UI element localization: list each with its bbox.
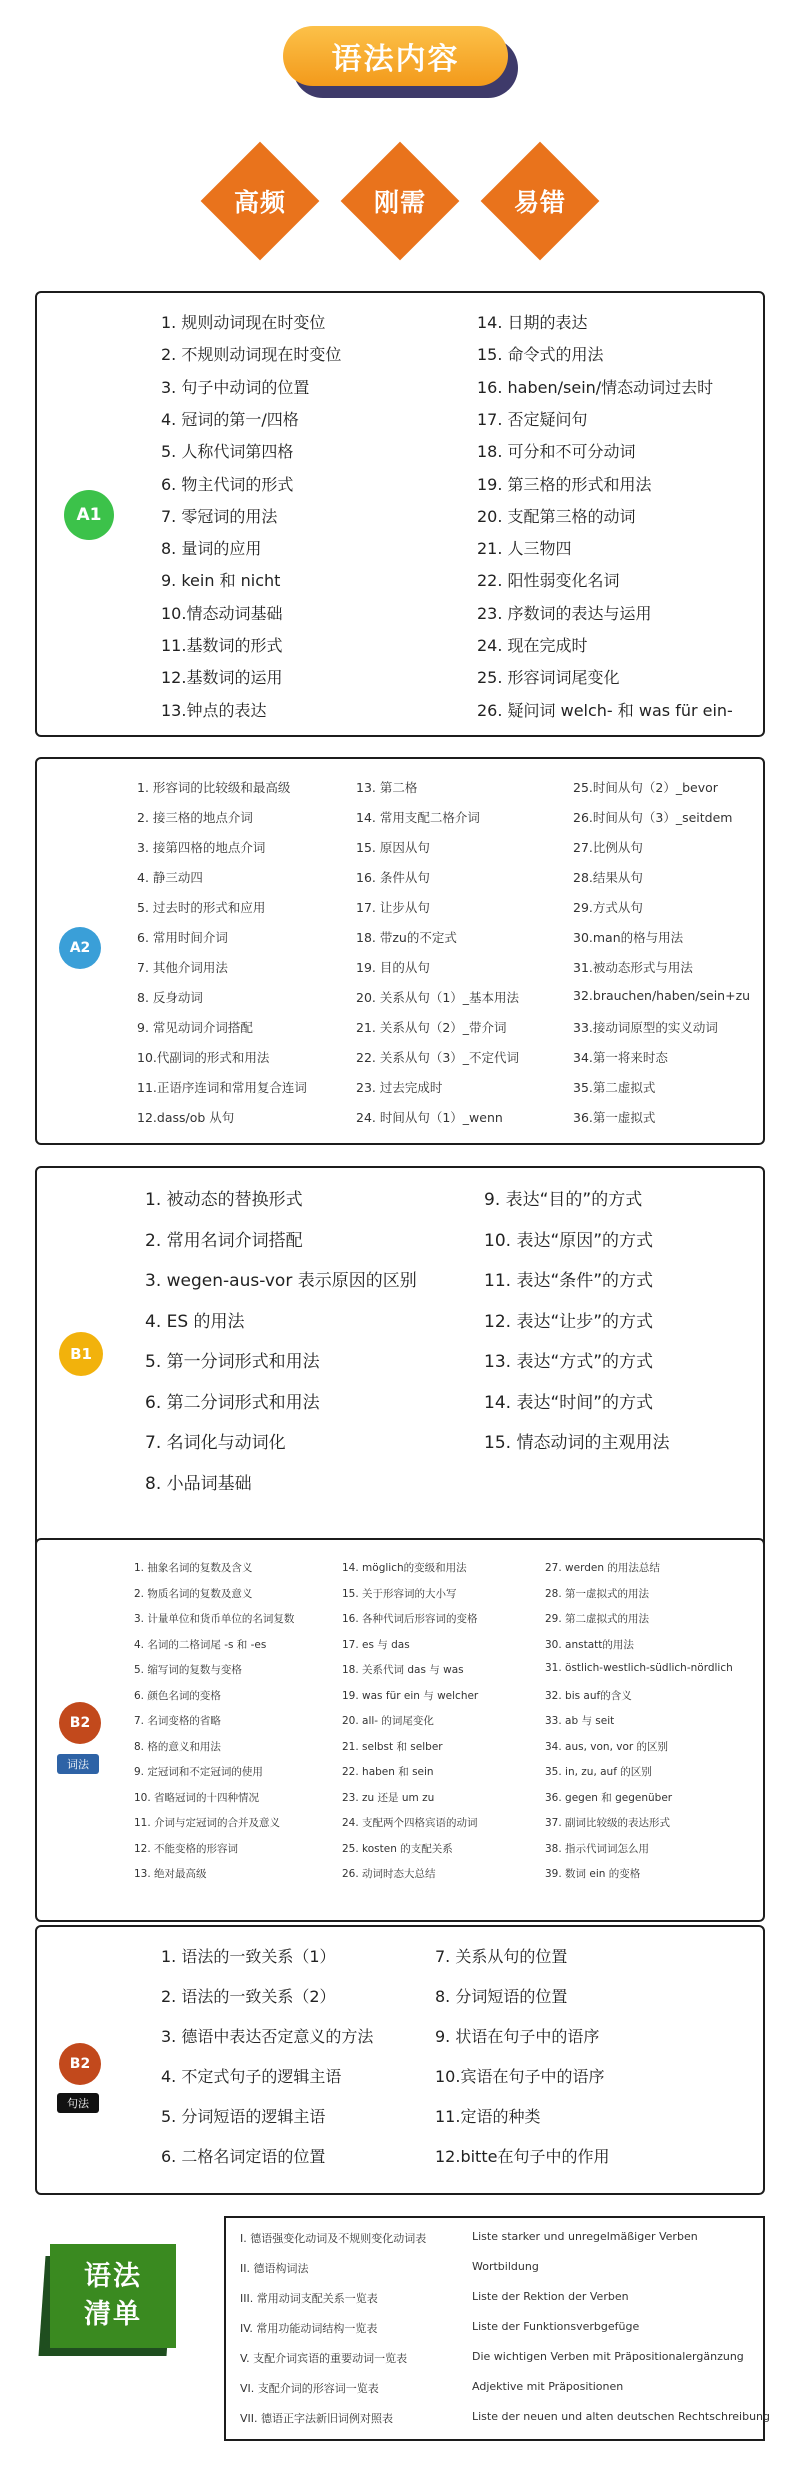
topic-item: 33.接动词原型的实义动词: [573, 1020, 718, 1035]
topic-item: 19. was für ein 与 welcher: [342, 1689, 479, 1702]
grammar-list-badge: [42, 2238, 182, 2368]
topic-item: 18. 带zu的不定式: [356, 930, 457, 945]
topic-item: 39. 数词 ein 的变格: [545, 1868, 641, 1880]
topic-item: 7. 其他介词用法: [137, 960, 228, 975]
topic-item: 31.被动态形式与用法: [573, 960, 693, 975]
grammar-list-chinese: III. 常用动词支配关系一览表: [240, 2292, 378, 2305]
badge-front: [50, 2244, 176, 2348]
topic-item: 14. möglich的变级和用法: [342, 1562, 467, 1574]
topic-item: 11.基数词的形式: [161, 636, 283, 655]
topic-item: 28. 第一虚拟式的用法: [545, 1587, 650, 1600]
topic-item: 5. 分词短语的逻辑主语: [161, 2107, 326, 2126]
grammar-list-chinese: VI. 支配介词的形容词一览表: [240, 2382, 379, 2395]
topic-item: 23. 序数词的表达与运用: [477, 603, 652, 623]
topic-item: 29.方式从句: [573, 900, 643, 915]
grammar-list-german: Adjektive mit Präpositionen: [472, 2380, 624, 2393]
topic-item: 18. 可分和不可分动词: [477, 442, 636, 462]
topic-item: 13.钟点的表达: [161, 700, 267, 720]
topic-item: 17. 让步从句: [356, 900, 430, 915]
topic-item: 8. 小品词基础: [145, 1473, 252, 1494]
topic-item: 7. 名词变格的省略: [134, 1715, 221, 1727]
badge-line-2: 清单: [84, 2299, 142, 2330]
grammar-list-german: Liste starker und unregelmäßiger Verben: [472, 2230, 698, 2243]
topic-item: 27.比例从句: [573, 840, 643, 855]
topic-item: 4. 冠词的第一/四格: [161, 409, 299, 429]
grammar-list-box: [224, 2216, 771, 2441]
topic-item: 32. bis auf的含义: [545, 1689, 632, 1702]
topic-item: 14. 常用支配二格介词: [356, 810, 480, 825]
topic-item: 22. 关系从句（3）_不定代词: [356, 1050, 520, 1065]
topic-item: 9. 表达“目的”的方式: [484, 1190, 643, 1210]
topic-item: 21. 人三物四: [477, 539, 572, 559]
topic-item: 10. 表达“原因”的方式: [484, 1230, 654, 1251]
topic-item: 34. aus, von, vor 的区别: [545, 1740, 669, 1753]
topic-item: 11. 介词与定冠词的合并及意义: [134, 1817, 281, 1829]
topic-item: 12.基数词的运用: [161, 668, 283, 688]
topic-item: 9. 定冠词和不定冠词的使用: [134, 1766, 263, 1778]
topic-item: 8. 量词的应用: [161, 539, 262, 559]
grammar-list-german: Liste der neuen und alten deutschen Rechtschreibung: [472, 2410, 771, 2423]
grammar-list-chinese: I. 德语强变化动词及不规则变化动词表: [240, 2232, 427, 2245]
grammar-list-german: Wortbildung: [472, 2260, 539, 2273]
topic-item: 10.宾语在句子中的语序: [435, 2067, 605, 2086]
topic-item: 18. 关系代词 das 与 was: [342, 1664, 464, 1676]
level-b1-box: [35, 1166, 765, 1557]
topic-item: 19. 第三格的形式和用法: [477, 474, 652, 494]
topic-item: 36.第一虚拟式: [573, 1110, 656, 1125]
topic-item: 15. 情态动词的主观用法: [484, 1433, 670, 1453]
grammar-list-chinese: V. 支配介词宾语的重要动词一览表: [240, 2352, 408, 2365]
topic-item: 4. ES 的用法: [145, 1311, 245, 1332]
topic-item: 7. 名词化与动词化: [145, 1433, 286, 1453]
grammar-list-chinese: VII. 德语正字法新旧词例对照表: [240, 2412, 394, 2425]
topic-item: 13. 第二格: [356, 780, 418, 795]
topic-item: 8. 反身动词: [137, 990, 203, 1005]
topic-item: 17. es 与 das: [342, 1638, 410, 1651]
topic-item: 17. 否定疑问句: [477, 409, 588, 429]
topic-item: 15. 关于形容词的大小写: [342, 1587, 457, 1600]
topic-item: 37. 副词比较级的表达形式: [545, 1817, 671, 1829]
topic-item: 9. 常见动词介词搭配: [137, 1020, 253, 1035]
topic-item: 1. 抽象名词的复数及含义: [134, 1562, 253, 1574]
topic-item: 26. 动词时态大总结: [342, 1868, 436, 1880]
tag-diamond-error-prone: [480, 141, 600, 261]
topic-item: 5. 第一分词形式和用法: [145, 1352, 320, 1372]
topic-item: 20. 支配第三格的动词: [477, 506, 636, 526]
topic-item: 16. haben/sein/情态动词过去时: [477, 377, 714, 397]
topic-item: 21. selbst 和 selber: [342, 1740, 443, 1753]
tag-label: 高频: [233, 188, 286, 217]
topic-item: 4. 名词的二格词尾 -s 和 -es: [134, 1638, 267, 1651]
topic-item: 24. 现在完成时: [477, 636, 588, 655]
topic-item: 1. 规则动词现在时变位: [161, 313, 326, 332]
topic-item: 30. anstatt的用法: [545, 1638, 634, 1651]
topic-item: 2. 物质名词的复数及意义: [134, 1587, 253, 1600]
page-title: 语法内容: [283, 26, 508, 86]
topic-item: 10. 省略冠词的十四种情况: [134, 1791, 260, 1804]
topic-item: 15. 命令式的用法: [477, 345, 604, 365]
topic-item: 19. 目的从句: [356, 960, 430, 975]
topic-item: 9. 状语在句子中的语序: [435, 2027, 600, 2046]
topic-item: 1. 被动态的替换形式: [145, 1190, 303, 1210]
topic-item: 1. 形容词的比较级和最高级: [137, 780, 291, 795]
topic-item: 7. 零冠词的用法: [161, 506, 278, 526]
grammar-list-chinese: II. 德语构词法: [240, 2262, 309, 2275]
topic-item: 11.正语序连词和常用复合连词: [137, 1080, 307, 1095]
topic-item: 6. 二格名词定语的位置: [161, 2147, 326, 2166]
level-b2-syntax-box: [35, 1925, 765, 2195]
topic-item: 12.dass/ob 从句: [137, 1110, 235, 1125]
topic-item: 3. wegen-aus-vor 表示原因的区别: [145, 1271, 417, 1291]
topic-item: 12. 表达“让步”的方式: [484, 1311, 654, 1332]
topic-item: 5. 人称代词第四格: [161, 442, 294, 462]
level-a2-box: [35, 757, 765, 1145]
level-badge-b2: B2: [59, 2043, 101, 2085]
topic-item: 26.时间从句（3）_seitdem: [573, 810, 733, 825]
topic-item: 32.brauchen/haben/sein+zu: [573, 988, 751, 1003]
topic-item: 30.man的格与用法: [573, 930, 684, 945]
topic-item: 13. 表达“方式”的方式: [484, 1352, 654, 1372]
topic-item: 6. 常用时间介词: [137, 930, 228, 945]
tag-diamond-high-frequency: [200, 141, 320, 261]
topic-item: 14. 日期的表达: [477, 313, 588, 332]
topic-item: 6. 第二分词形式和用法: [145, 1392, 320, 1413]
topic-item: 5. 过去时的形式和应用: [137, 900, 266, 915]
grammar-list-german: Liste der Rektion der Verben: [472, 2290, 629, 2303]
level-a1-box: [35, 291, 765, 737]
topic-item: 4. 静三动四: [137, 870, 203, 885]
topic-item: 7. 关系从句的位置: [435, 1947, 568, 1966]
topic-item: 6. 颜色名词的变格: [134, 1689, 221, 1702]
morphology-tag: 词法: [57, 1754, 99, 1774]
level-badge-b1: B1: [59, 1332, 103, 1376]
topic-item: 28.结果从句: [573, 870, 643, 885]
topic-item: 35. in, zu, auf 的区别: [545, 1766, 652, 1778]
grammar-list-chinese: IV. 常用功能动词结构一览表: [240, 2322, 378, 2335]
topic-item: 2. 不规则动词现在时变位: [161, 345, 342, 365]
topic-item: 10.情态动词基础: [161, 603, 283, 623]
topic-item: 25. 形容词词尾变化: [477, 668, 620, 688]
topic-item: 22. 阳性弱变化名词: [477, 571, 620, 591]
topic-item: 20. 关系从句（1）_基本用法: [356, 990, 520, 1005]
topic-item: 11.定语的种类: [435, 2107, 541, 2126]
topic-item: 15. 原因从句: [356, 840, 430, 855]
level-badge-a1: A1: [64, 490, 114, 540]
topic-item: 3. 句子中动词的位置: [161, 377, 310, 397]
topic-item: 27. werden 的用法总结: [545, 1562, 660, 1574]
topic-item: 2. 常用名词介词搭配: [145, 1230, 303, 1251]
topic-item: 21. 关系从句（2）_带介词: [356, 1020, 507, 1035]
syntax-tag: 句法: [57, 2093, 99, 2113]
level-b2-morphology-box: [35, 1538, 765, 1922]
topic-item: 4. 不定式句子的逻辑主语: [161, 2067, 342, 2086]
topic-item: 26. 疑问词 welch- 和 was für ein-: [477, 700, 733, 720]
topic-item: 3. 计量单位和货币单位的名词复数: [134, 1613, 295, 1625]
topic-item: 22. haben 和 sein: [342, 1766, 434, 1778]
topic-item: 9. kein 和 nicht: [161, 571, 281, 591]
topic-item: 2. 接三格的地点介词: [137, 810, 253, 825]
topic-item: 35.第二虚拟式: [573, 1080, 656, 1095]
topic-item: 33. ab 与 seit: [545, 1715, 615, 1727]
topic-item: 12. 不能变格的形容词: [134, 1842, 239, 1855]
topic-item: 36. gegen 和 gegenüber: [545, 1791, 673, 1804]
topic-item: 14. 表达“时间”的方式: [484, 1392, 654, 1413]
topic-item: 5. 缩写词的复数与变格: [134, 1664, 242, 1676]
tag-label: 易错: [513, 188, 566, 217]
tag-label: 刚需: [373, 188, 426, 217]
topic-item: 6. 物主代词的形式: [161, 474, 294, 494]
tag-diamond-essential: [340, 141, 460, 261]
topic-item: 31. östlich-westlich-südlich-nördlich: [545, 1662, 733, 1674]
topic-item: 20. all- 的词尾变化: [342, 1715, 434, 1727]
topic-item: 29. 第二虚拟式的用法: [545, 1613, 650, 1625]
topic-item: 13. 绝对最高级: [134, 1868, 207, 1880]
section-title: [283, 26, 518, 99]
topic-item: 23. 过去完成时: [356, 1080, 443, 1095]
topic-item: 3. 德语中表达否定意义的方法: [161, 2027, 374, 2046]
grammar-list-german: Liste der Funktionsverbgefüge: [472, 2320, 640, 2333]
topic-item: 16. 各种代词后形容词的变格: [342, 1613, 478, 1625]
topic-item: 12.bitte在句子中的作用: [435, 2147, 610, 2166]
topic-item: 24. 支配两个四格宾语的动词: [342, 1817, 478, 1829]
grammar-list-german: Die wichtigen Verben mit Präpositionalergänzung: [472, 2350, 744, 2363]
topic-item: 24. 时间从句（1）_wenn: [356, 1110, 503, 1125]
level-badge-b2: B2: [59, 1702, 101, 1744]
topic-item: 38. 指示代词词怎么用: [545, 1842, 650, 1855]
topic-item: 34.第一将来时态: [573, 1050, 668, 1065]
topic-item: 25.时间从句（2）_bevor: [573, 780, 718, 795]
topic-item: 1. 语法的一致关系（1）: [161, 1947, 336, 1966]
topic-item: 8. 格的意义和用法: [134, 1740, 221, 1753]
topic-item: 2. 语法的一致关系（2）: [161, 1987, 336, 2006]
topic-item: 11. 表达“条件”的方式: [484, 1271, 654, 1291]
topic-item: 3. 接第四格的地点介词: [137, 840, 266, 855]
badge-line-1: 语法: [84, 2261, 142, 2292]
topic-item: 23. zu 还是 um zu: [342, 1791, 435, 1804]
topic-item: 25. kosten 的支配关系: [342, 1842, 453, 1855]
topic-item: 16. 条件从句: [356, 870, 430, 885]
level-badge-a2: A2: [59, 927, 101, 969]
topic-item: 10.代副词的形式和用法: [137, 1050, 270, 1065]
topic-item: 8. 分词短语的位置: [435, 1987, 568, 2006]
